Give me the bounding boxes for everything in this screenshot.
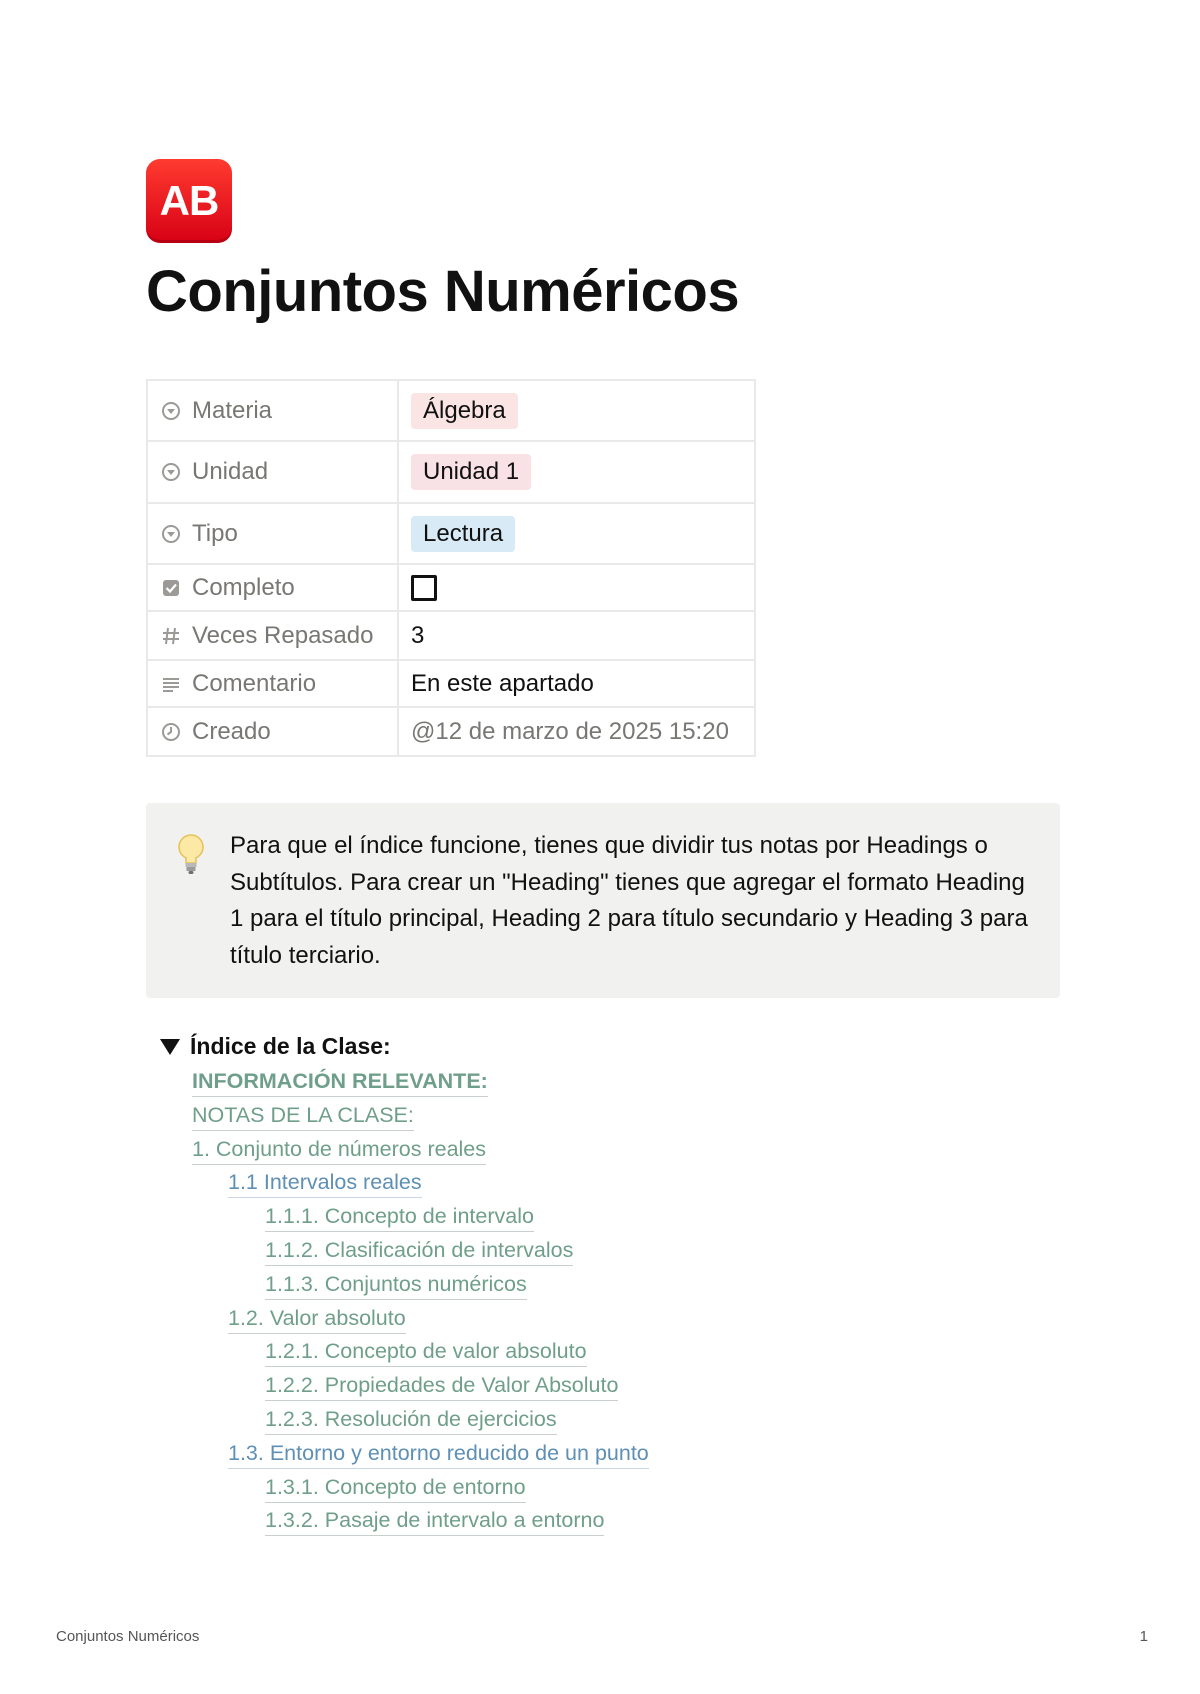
property-key-label: Comentario	[192, 669, 317, 697]
toc-link[interactable]: 1.1.1. Concepto de intervalo	[265, 1203, 534, 1232]
toc-link[interactable]: 1.2.3. Resolución de ejercicios	[265, 1406, 557, 1435]
property-row	[147, 564, 755, 611]
property-key-label: Completo	[192, 573, 295, 601]
completo-checkbox[interactable]	[411, 575, 437, 601]
property-value[interactable]	[398, 503, 755, 564]
callout-text: Para que el índice funcione, tienes que dividir tus notas por Headings o Subtítulos. Para crear un "Heading" tienes que agregar el formato Heading 1 para el título principal, Heading 2 para título secundario y Heading 3 para título terciario.	[230, 832, 1028, 969]
property-value[interactable]	[398, 611, 755, 660]
property-key	[147, 441, 398, 503]
property-row	[147, 660, 755, 707]
property-row	[147, 380, 755, 441]
toggle-label: Índice de la Clase:	[190, 1033, 391, 1059]
toc-item	[0, 1507, 1200, 1541]
property-row	[147, 611, 755, 660]
property-value[interactable]	[398, 441, 755, 503]
lightbulb-icon	[176, 833, 206, 877]
property-key-label: Tipo	[192, 519, 238, 547]
toc-link[interactable]: 1.1 Intervalos reales	[228, 1169, 422, 1198]
property-key	[147, 380, 398, 441]
property-value[interactable]	[398, 707, 755, 756]
checkbox-icon	[160, 577, 182, 599]
property-tag[interactable]: Álgebra	[411, 393, 518, 429]
property-row	[147, 707, 755, 756]
select-icon	[160, 523, 182, 545]
property-key	[147, 503, 398, 564]
toc-link[interactable]: 1.2.1. Concepto de valor absoluto	[265, 1338, 587, 1367]
toc-link[interactable]: 1. Conjunto de números reales	[192, 1136, 486, 1165]
toc-item	[0, 1203, 1200, 1237]
property-key-label: Veces Repasado	[192, 621, 374, 649]
callout	[146, 803, 1060, 998]
toc-link[interactable]: NOTAS DE LA CLASE:	[192, 1102, 414, 1131]
property-value-text: En este apartado	[411, 669, 594, 697]
toc-item	[0, 1169, 1200, 1203]
property-key	[147, 611, 398, 660]
property-key	[147, 707, 398, 756]
toc-item	[0, 1372, 1200, 1406]
toc-item	[0, 1068, 1200, 1102]
toc-link[interactable]: 1.3. Entorno y entorno reducido de un punto	[228, 1440, 649, 1469]
toc-item	[0, 1237, 1200, 1271]
clock-icon	[160, 721, 182, 743]
property-tag[interactable]: Lectura	[411, 516, 515, 552]
page-icon	[146, 159, 232, 243]
property-value-text: 3	[411, 621, 425, 649]
toc-item	[0, 1305, 1200, 1339]
page-icon-text: AB	[159, 177, 219, 224]
property-key-label: Unidad	[192, 458, 269, 485]
property-value[interactable]	[398, 660, 755, 707]
toggle-triangle-icon[interactable]	[160, 1039, 180, 1055]
select-icon	[160, 400, 182, 422]
property-key	[147, 660, 398, 707]
toc-item	[0, 1474, 1200, 1508]
property-tag[interactable]: Unidad 1	[411, 454, 531, 490]
toc-link[interactable]: INFORMACIÓN RELEVANTE:	[192, 1068, 488, 1097]
toc-link[interactable]: 1.3.2. Pasaje de intervalo a entorno	[265, 1507, 604, 1536]
toc-item	[0, 1338, 1200, 1372]
property-value[interactable]	[398, 564, 755, 611]
toc-item	[0, 1406, 1200, 1440]
toggle-index[interactable]	[160, 1033, 391, 1060]
page-title: Conjuntos Numéricos	[146, 259, 740, 324]
hash-icon	[160, 625, 182, 647]
toc-item	[0, 1440, 1200, 1474]
toc-link[interactable]: 1.1.3. Conjuntos numéricos	[265, 1271, 527, 1300]
table-of-contents	[0, 1068, 1200, 1541]
select-icon	[160, 461, 182, 483]
property-value-text: @12 de marzo de 2025 15:20	[411, 717, 729, 745]
toc-item	[0, 1102, 1200, 1136]
property-key-label: Creado	[192, 717, 271, 745]
toc-link[interactable]: 1.3.1. Concepto de entorno	[265, 1474, 526, 1503]
property-row	[147, 503, 755, 564]
toc-item	[0, 1271, 1200, 1305]
footer-title: Conjuntos Numéricos	[56, 1628, 200, 1645]
footer-page-number: 1	[1139, 1628, 1148, 1645]
properties-table	[146, 379, 756, 757]
property-key	[147, 564, 398, 611]
toc-link[interactable]: 1.1.2. Clasificación de intervalos	[265, 1237, 573, 1266]
toc-item	[0, 1136, 1200, 1170]
property-row	[147, 441, 755, 503]
toc-link[interactable]: 1.2.2. Propiedades de Valor Absoluto	[265, 1372, 618, 1401]
property-value[interactable]	[398, 380, 755, 441]
toc-link[interactable]: 1.2. Valor absoluto	[228, 1305, 406, 1334]
text-lines-icon	[160, 673, 182, 695]
property-key-label: Materia	[192, 396, 273, 424]
